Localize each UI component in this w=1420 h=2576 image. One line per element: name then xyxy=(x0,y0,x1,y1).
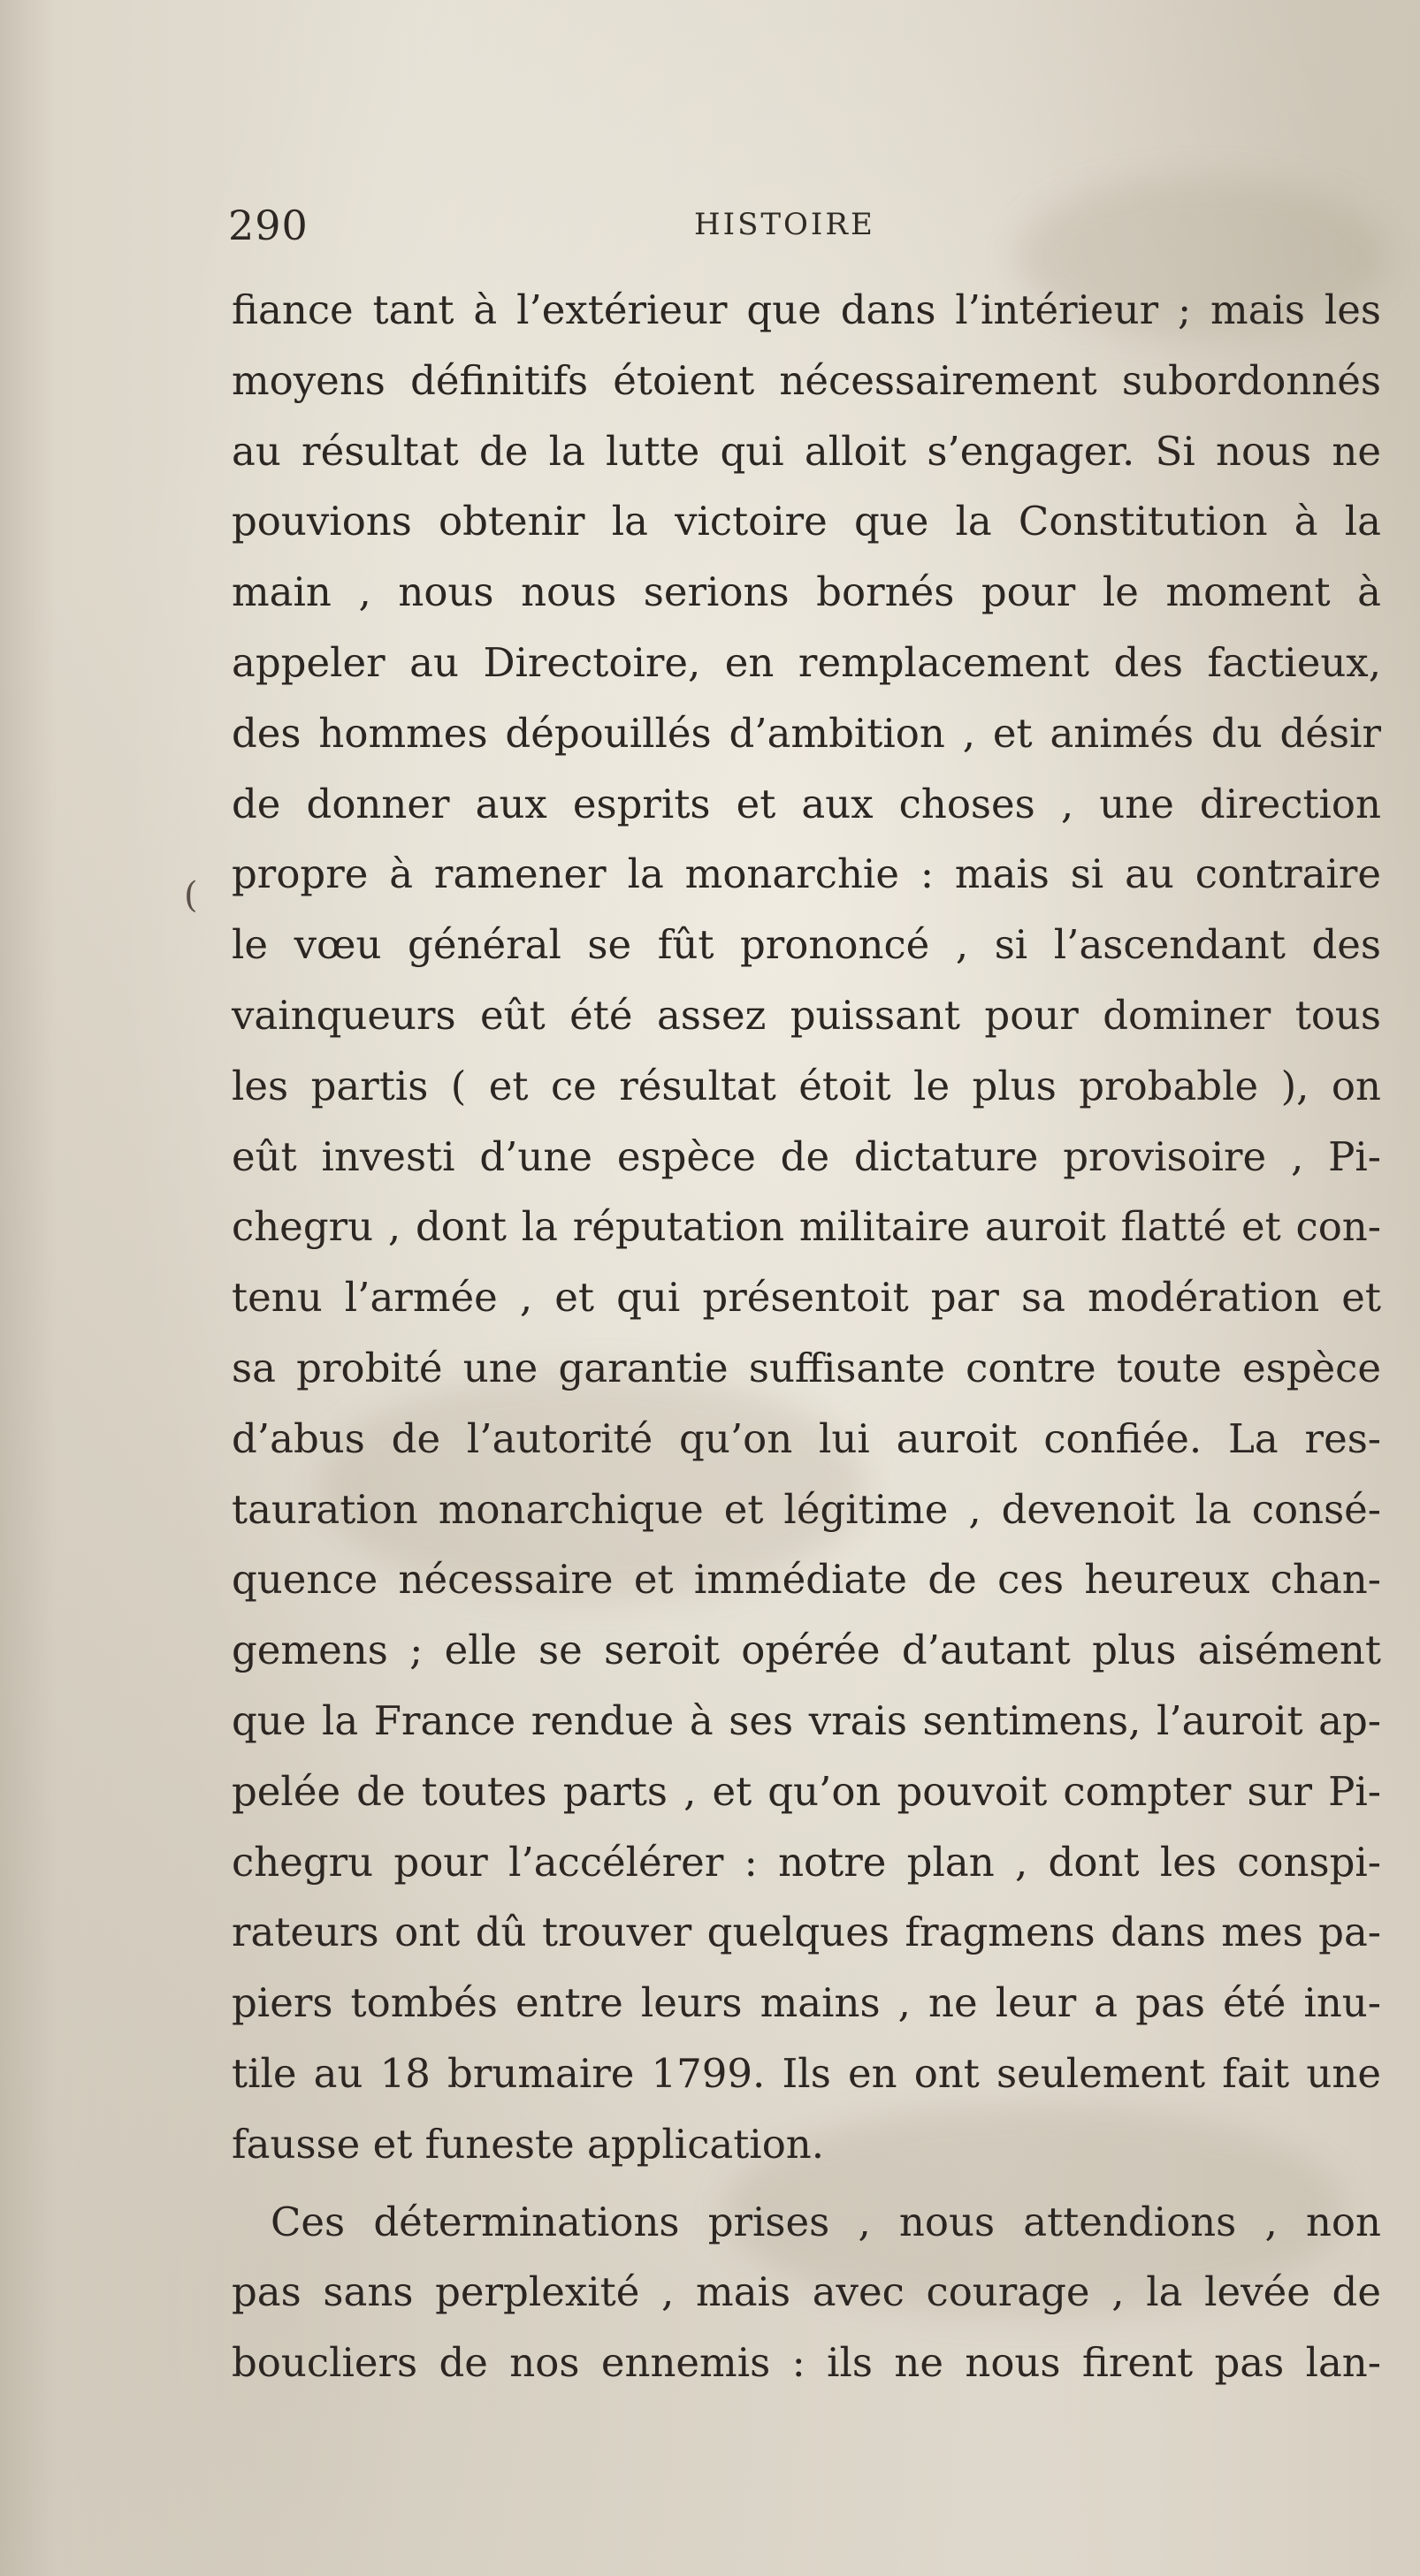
text-line: fiance tant à l’extérieur que dans l’intérieur ; mais les xyxy=(232,286,1381,333)
text-line: moyens définitifs étoient nécessairement subordonnés xyxy=(232,356,1381,404)
text-line: le vœu général se fût prononcé , si l’ascendant des xyxy=(232,921,1381,969)
paragraph-1 xyxy=(232,275,1381,2180)
page-number: 290 xyxy=(228,202,309,249)
text-line: Ces déterminations prises , nous attendions , non xyxy=(271,2198,1381,2245)
text-line: pas sans perplexité , mais avec courage , la levée de xyxy=(232,2268,1381,2316)
text-line: boucliers de nos ennemis : ils ne nous firent pas lan- xyxy=(232,2339,1381,2387)
text-line: eût investi d’une espèce de dictature provisoire , Pi- xyxy=(232,1132,1381,1180)
text-line: appeler au Directoire, en remplacement des factieux, xyxy=(232,638,1381,686)
text-line: de donner aux esprits et aux choses , une direction xyxy=(232,780,1381,827)
text-line: piers tombés entre leurs mains , ne leur a pas été inu- xyxy=(232,1979,1381,2027)
text-line: tile au 18 brumaire 1799. Ils en ont seulement fait une xyxy=(232,2049,1381,2097)
margin-mark: ( xyxy=(184,875,198,916)
text-line: tenu l’armée , et qui présentoit par sa modération et xyxy=(232,1274,1381,1322)
text-line: des hommes dépouillés d’ambition , et animés du désir xyxy=(232,709,1381,757)
text-line: propre à ramener la monarchie : mais si au contraire xyxy=(232,850,1381,898)
text-line: au résultat de la lutte qui alloit s’engager. Si nous ne xyxy=(232,427,1381,475)
text-line: gemens ; elle se seroit opérée d’autant plus aisément xyxy=(232,1627,1381,1674)
text-line: pelée de toutes parts , et qu’on pouvoit compter sur Pi- xyxy=(232,1767,1381,1815)
text-line: les partis ( et ce résultat étoit le plus probable ), on xyxy=(232,1062,1381,1109)
text-line: que la France rendue à ses vrais sentimens, l’auroit ap- xyxy=(232,1696,1381,1744)
page-header xyxy=(228,202,1386,255)
text-line: vainqueurs eût été assez puissant pour dominer tous xyxy=(232,991,1381,1039)
running-head: HISTOIRE xyxy=(694,207,875,242)
body-text xyxy=(232,275,1381,2398)
text-line: fausse et funeste application. xyxy=(232,2120,825,2168)
text-line: chegru pour l’accélérer : notre plan , dont les conspi- xyxy=(232,1838,1381,1886)
text-line: d’abus de l’autorité qu’on lui auroit confiée. La res- xyxy=(232,1414,1381,1462)
text-line: tauration monarchique et légitime , devenoit la consé- xyxy=(232,1485,1381,1533)
text-line: quence nécessaire et immédiate de ces heureux chan- xyxy=(232,1556,1381,1604)
paragraph-2 xyxy=(232,2187,1381,2398)
text-line: main , nous nous serions bornés pour le moment à xyxy=(232,568,1381,616)
text-line: rateurs ont dû trouver quelques fragmens dans mes pa- xyxy=(232,1909,1381,1956)
text-line: pouvions obtenir la victoire que la Constitution à la xyxy=(232,498,1381,545)
text-line: chegru , dont la réputation militaire auroit flatté et con- xyxy=(232,1203,1381,1251)
paragraph-gap xyxy=(232,2180,1381,2187)
text-line: sa probité une garantie suffisante contre toute espèce xyxy=(232,1344,1381,1391)
